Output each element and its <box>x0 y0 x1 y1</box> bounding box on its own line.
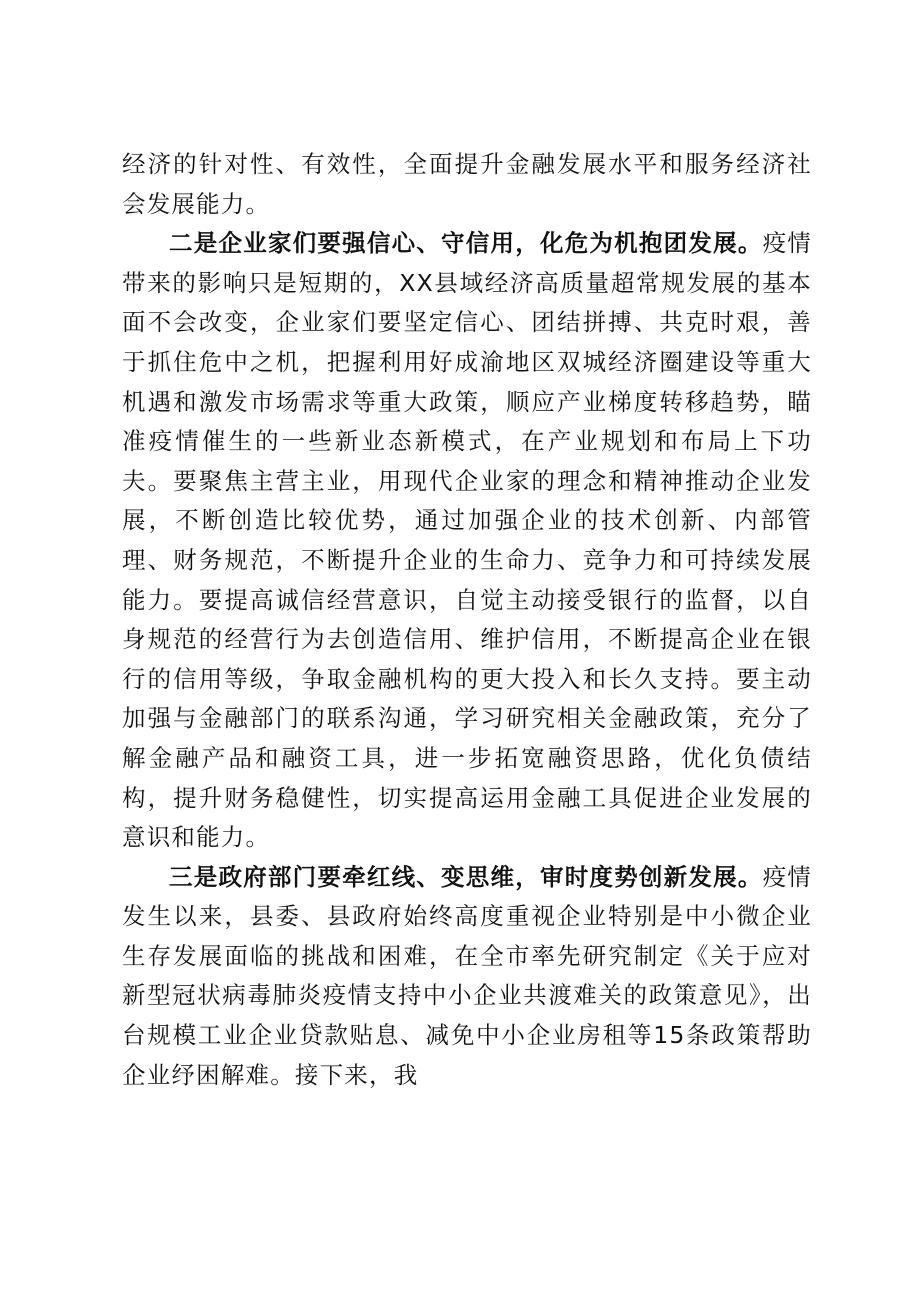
paragraph-3-text: 疫情发生以来，县委、县政府始终高度重视企业特别是中小微企业生存发展面临的挑战和困难，在全市率先研究制定《关于应对新型冠状病毒肺炎疫情支持中小企业共渡难关的政策意见》，出台规模工业企业贷款贴息、减免中小企业房租等15条政策帮助企业纾困解难。接下来，我 <box>122 862 812 1089</box>
paragraph-entrepreneurs <box>122 224 812 858</box>
paragraph-government <box>122 858 812 1096</box>
paragraph-continuation <box>122 145 812 224</box>
paragraph-2-heading: 二是企业家们要强信心、守信用，化危为机抱团发展。 <box>169 229 763 258</box>
paragraph-2-text: 疫情带来的影响只是短期的，XX县域经济高质量超常规发展的基本面不会改变，企业家们要坚定信心、团结拼搏、共克时艰，善于抓住危中之机，把握利用好成渝地区双城经济圈建设等重大机遇和激发市场需求等重大政策，顺应产业梯度转移趋势，瞄准疫情催生的一些新业态新模式，在产业规划和布局上下功夫。要聚焦主营主业，用现代企业家的理念和精神推动企业发展，不断创造比较优势，通过加强企业的技术创新、内部管理、财务规范，不断提升企业的生命力、竞争力和可持续发展能力。要提高诚信经营意识，自觉主动接受银行的监督，以自身规范的经营行为去创造信用、维护信用，不断提高企业在银行的信用等级，争取金融机构的更大投入和长久支持。要主动加强与金融部门的联系沟通，学习研究相关金融政策，充分了解金融产品和融资工具，进一步拓宽融资思路，优化负债结构，提升财务稳健性，切实提高运用金融工具促进企业发展的意识和能力。 <box>122 229 812 852</box>
document-body <box>122 145 812 1095</box>
paragraph-3-heading: 三是政府部门要牵红线、变思维，审时度势创新发展。 <box>169 862 763 891</box>
paragraph-1-text: 经济的针对性、有效性，全面提升金融发展水平和服务经济社会发展能力。 <box>122 150 812 218</box>
